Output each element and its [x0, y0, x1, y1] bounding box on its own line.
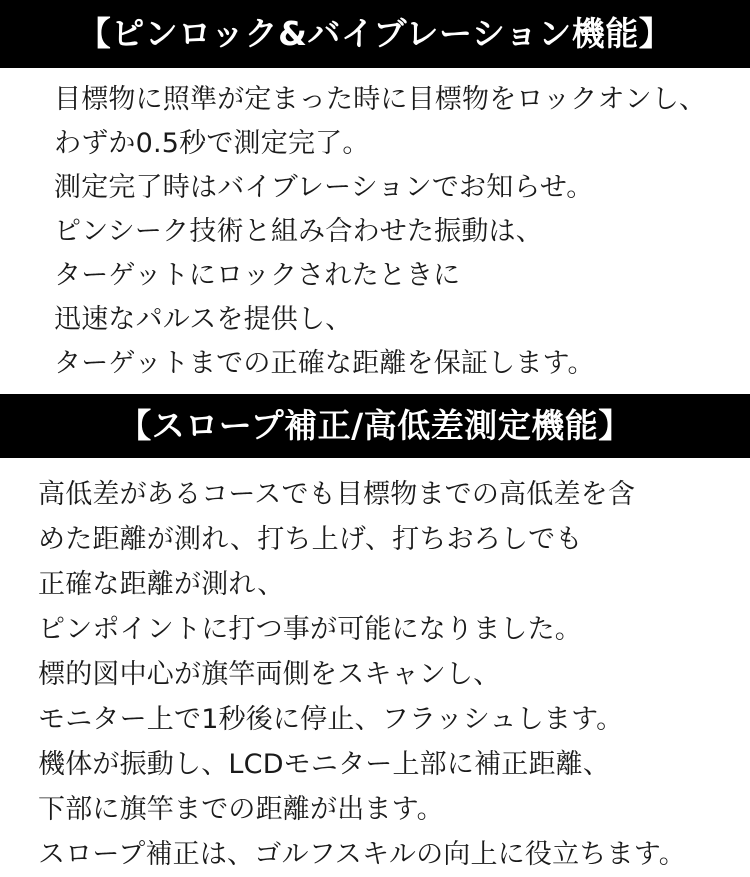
- body-line: ピンポイントに打つ事が可能になりました。: [38, 614, 582, 645]
- body-line: わずか0.5秒で測定完了。: [54, 128, 370, 159]
- body-line: 目標物に照準が定まった時に目標物をロックオンし、: [54, 84, 707, 115]
- body-line: モニター上で1秒後に停止、フラッシュします。: [38, 704, 624, 735]
- section-header-pinlock-vibration: 【ピンロック&バイブレーション機能】: [0, 0, 750, 68]
- body-line: 測定完了時はバイブレーションでお知らせ。: [54, 172, 594, 203]
- body-line: 機体が振動し、LCDモニター上部に補正距離、: [38, 749, 611, 780]
- body-line: 下部に旗竿までの距離が出ます。: [38, 794, 444, 825]
- body-line: ターゲットまでの正確な距離を保証します。: [54, 348, 595, 379]
- body-line: ピンシーク技術と組み合わせた振動は、: [54, 216, 543, 247]
- body-line: 迅速なパルスを提供し、: [54, 304, 353, 335]
- body-line: 高低差があるコースでも目標物までの高低差を含: [38, 479, 636, 510]
- body-line: 標的図中心が旗竿両側をスキャンし、: [38, 659, 501, 690]
- body-line: めた距離が測れ、打ち上げ、打ちおろしでも: [38, 524, 583, 555]
- section-body-pinlock-vibration: [0, 68, 750, 386]
- body-line: スロープ補正は、ゴルフスキルの向上に役立ちます。: [38, 839, 686, 870]
- section-header-slope-correction: 【スロープ補正/高低差測定機能】: [0, 394, 750, 458]
- body-line: 正確な距離が測れ、: [38, 569, 285, 600]
- body-line: ターゲットにロックされたときに: [54, 260, 461, 291]
- section-body-slope-correction: [0, 458, 750, 877]
